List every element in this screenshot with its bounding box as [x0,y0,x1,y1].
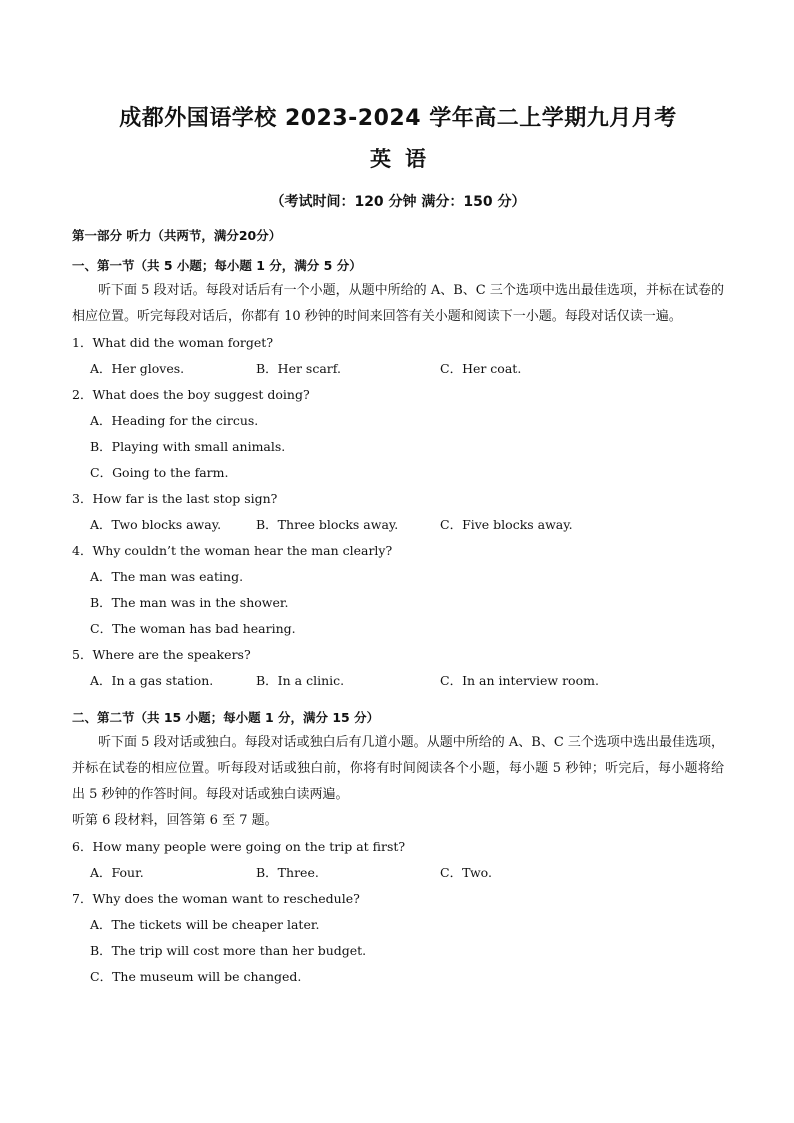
question-7 [72,886,724,990]
option-a: A．Her gloves. [90,361,185,376]
option-a: A．In a gas station. [90,673,214,688]
option-row [90,512,724,538]
option-b: B．Three blocks away. [256,517,399,532]
section2-note: 听第 6 段材料，回答第 6 至 7 题。 [72,813,278,828]
option-b: B．The trip will cost more than her budget. [90,943,367,958]
question-1 [72,330,724,382]
exam-info: （考试时间：120 分钟 满分：150 分） [270,194,526,210]
section2-instructions: 听下面 5 段对话或独白。每段对话或独白后有几道小题。从题中所给的 A、B、C 三个选项中选出最佳选项，并标在试卷的相应位置。听每段对话或独白前，你将有时间阅读各个小题，每小题 5 秒钟；听完后，每小题将给出 5 秒钟的作答时间。每段对话或独白读两遍。 [72,735,724,802]
section2-heading: 二、第二节（共 15 小题；每小题 1 分，满分 15 分） [72,710,380,725]
option-c: C．Her coat. [440,361,522,376]
option-b: B．In a clinic. [256,673,345,688]
option-b: B．Three. [256,865,319,880]
option-a: A．Four. [90,865,144,880]
option-c: C．The museum will be changed. [90,969,302,984]
question-stem: 7．Why does the woman want to reschedule? [72,891,360,906]
section1-heading: 一、第一节（共 5 小题；每小题 1 分，满分 5 分） [72,258,362,273]
option-c: C．Two. [440,865,492,880]
option-b: B．Playing with small animals. [90,439,286,454]
question-stem: 2．What does the boy suggest doing? [72,387,310,402]
question-2 [72,382,724,486]
question-stem: 4．Why couldn’t the woman hear the man clearly? [72,543,393,558]
option-a: A．Heading for the circus. [90,413,259,428]
question-stem: 5．Where are the speakers? [72,647,251,662]
subject-title: 英语 [370,147,440,171]
exam-title: 成都外国语学校 2023-2024 学年高二上学期九月月考 [119,106,677,131]
option-row [90,668,724,694]
section1-instructions: 听下面 5 段对话。每段对话后有一个小题，从题中所给的 A、B、C 三个选项中选出最佳选项，并标在试卷的相应位置。听完每段对话后，你都有 10 秒钟的时间来回答有关小题和阅读下一小题。每段对话仅读一遍。 [72,283,724,324]
option-a: A．The man was eating. [90,569,244,584]
question-stem: 1．What did the woman forget? [72,335,274,350]
option-c: C．The woman has bad hearing. [90,621,296,636]
option-row [90,860,724,886]
option-c: C．Going to the farm. [90,465,229,480]
question-5 [72,642,724,694]
question-3 [72,486,724,538]
question-stem: 3．How far is the last stop sign? [72,491,278,506]
option-c: C．In an interview room. [440,673,599,688]
question-6 [72,834,724,886]
option-c: C．Five blocks away. [440,517,573,532]
option-row [90,356,724,382]
option-b: B．Her scarf. [256,361,341,376]
question-4 [72,538,724,642]
option-b: B．The man was in the shower. [90,595,289,610]
option-a: A．Two blocks away. [90,517,222,532]
option-a: A．The tickets will be cheaper later. [90,917,320,932]
part1-heading: 第一部分 听力（共两节，满分20分） [72,228,282,243]
question-stem: 6．How many people were going on the trip at first? [72,839,406,854]
